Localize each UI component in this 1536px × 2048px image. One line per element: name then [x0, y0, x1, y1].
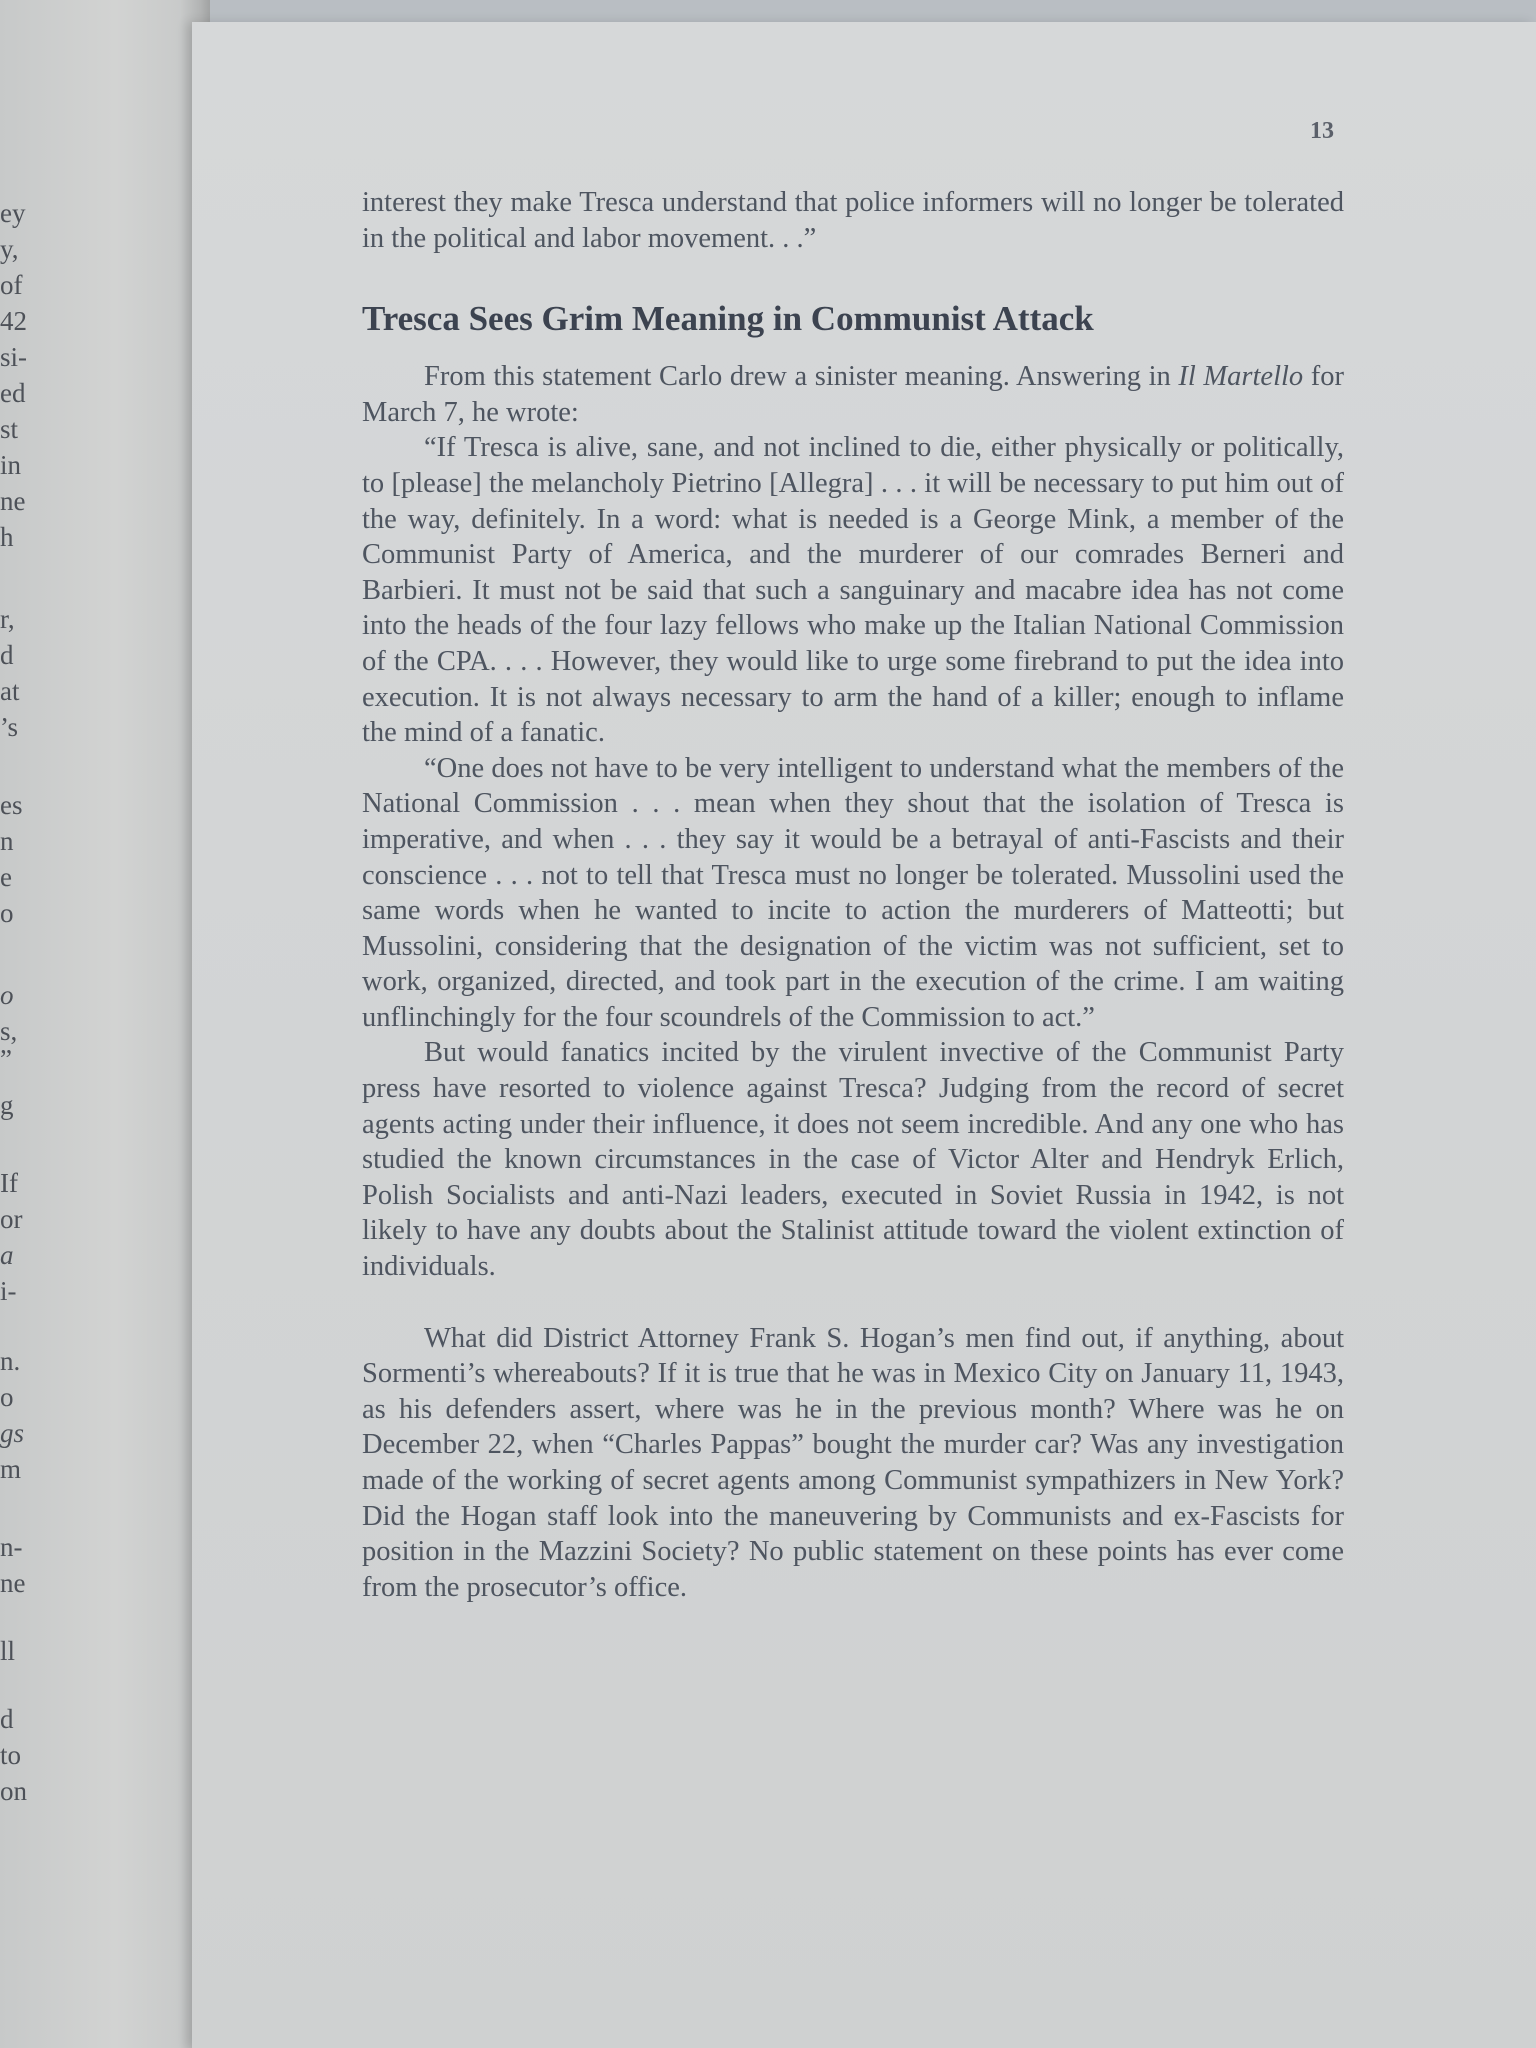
facing-page-fragment: or [0, 1204, 23, 1234]
facing-page-fragment: o [0, 1382, 14, 1412]
newspaper-title: Il Martello [1178, 361, 1304, 393]
page-number: 13 [1310, 118, 1334, 144]
facing-page-fragment: d [0, 1704, 14, 1734]
facing-page-fragment: ll [0, 1636, 16, 1666]
facing-page-fragment: es [0, 790, 23, 820]
facing-page-fragment: e [0, 862, 12, 892]
facing-page-fragment: s, [0, 1016, 18, 1046]
facing-page-fragment: si- [0, 342, 27, 372]
facing-page-fragment: If [0, 1168, 18, 1198]
facing-page-fragment: m [0, 1454, 22, 1484]
facing-page-fragment: o [0, 980, 14, 1010]
facing-page-fragment: in [0, 450, 22, 480]
facing-page-fragment: ey [0, 198, 26, 228]
facing-page-fragment: i- [0, 1276, 17, 1306]
facing-page-fragment: of [0, 270, 23, 300]
facing-page-fragment: y, [0, 234, 19, 264]
facing-page-fragment: ne [0, 1568, 26, 1598]
quotation-paragraph-1: “If Tresca is alive, sane, and not inclined to die, either physically or politically, to [please] the melancholy Pietrino [Allegra] . . . it will be necessary to put him out of the way, definitely. In a word: what is needed is a George Mink, a member of the Communist Party of America, and the murderer of our comrades Berneri and Barbieri. It must not be said that such a sanguinary and macabre idea has not come into the heads of the four lazy fellows who make up the Italian National Commission of the CPA. . . . However, they would like to urge some firebrand to put the idea into execution. It is not always necessary to arm the hand of a killer; enough to inflame the mind of a fanatic. [362, 432, 1344, 749]
facing-page-fragment: g [0, 1090, 14, 1120]
facing-page-fragment: r, [0, 604, 15, 634]
paragraph-intro [362, 359, 1344, 430]
facing-page-fragment: o [0, 898, 14, 928]
facing-page-fragment: d [0, 640, 14, 670]
facing-page-fragment: n [0, 826, 14, 856]
paragraph-intro-text: From this statement Carlo drew a sinister meaning. Answering in [424, 361, 1179, 393]
facing-page-fragment: n. [0, 1346, 21, 1376]
body-paragraph-fanatics: But would fanatics incited by the virulent invective of the Communist Party press have resorted to violence against Tresca? Judging from the record of secret agents acting under their influence, it does not seem incredible. And any one who has studied the known circumstances in the case of Victor Alter and Hendryk Erlich, Polish Socialists and anti-Nazi leaders, executed in Soviet Russia in 1942, is not likely to have any doubts about the Stalinist attitude toward the violent extinction of individuals. [362, 1037, 1344, 1283]
facing-page-fragment: 42 [0, 306, 27, 336]
facing-page-fragment: ’s [0, 712, 19, 742]
section-heading: Tresca Sees Grim Meaning in Communist Attack [362, 299, 1094, 339]
facing-page-fragment: h [0, 522, 14, 552]
paragraph-gap [362, 1285, 1344, 1321]
opening-paragraph: interest they make Tresca understand that police informers will no longer be tolerated in the political and labor movement. . .” [362, 187, 1344, 254]
facing-page-fragment: ne [0, 486, 26, 516]
paragraph-intro-tail: for March 7, he wrote: [362, 361, 1345, 428]
quotation-paragraph-2: “One does not have to be very intelligent to understand what the members of the National Commission . . . mean when they shout that the isolation of Tresca is imperative, and when . . . they say it would be a betrayal of anti-Fascists and their conscience . . . not to tell that Tresca must no longer be tolerated. Mussolini used the same words when he wanted to incite to action the murderers of Matteotti; but Mussolini, considering that the designation of the victim was not sufficient, set to work, organized, directed, and took part in the execution of the crime. I am waiting unflinchingly for the four scoundrels of the Commission to act.” [362, 752, 1344, 1033]
facing-page-fragment: a [0, 1240, 14, 1270]
facing-page-fragment: to [0, 1740, 22, 1770]
facing-page-fragment: ” [0, 1044, 12, 1074]
facing-page-fragment: n- [0, 1532, 23, 1562]
facing-page-fragment: ed [0, 378, 26, 408]
page-text-block [362, 185, 1344, 1605]
facing-page-fragment: on [0, 1776, 27, 1806]
facing-page-fragment: st [0, 414, 19, 444]
facing-page-edge [0, 0, 210, 2048]
facing-page-fragment: at [0, 676, 20, 706]
facing-page-fragment: gs [0, 1418, 25, 1448]
body-paragraph-hogan: What did District Attorney Frank S. Hogan’s men find out, if anything, about Sormenti’s whereabouts? If it is true that he was in Mexico City on January 11, 1943, as his defenders assert, where was he in the previous month? Where was he on December 22, when “Charles Pappas” bought the murder car? Was any investigation made of the working of secret agents among Communist sympathizers in New York? Did the Hogan staff look into the maneuvering by Communists and ex-Fascists for position in the Mazzini Society? No public statement on these points has ever come from the prosecutor’s office. [362, 1322, 1344, 1603]
